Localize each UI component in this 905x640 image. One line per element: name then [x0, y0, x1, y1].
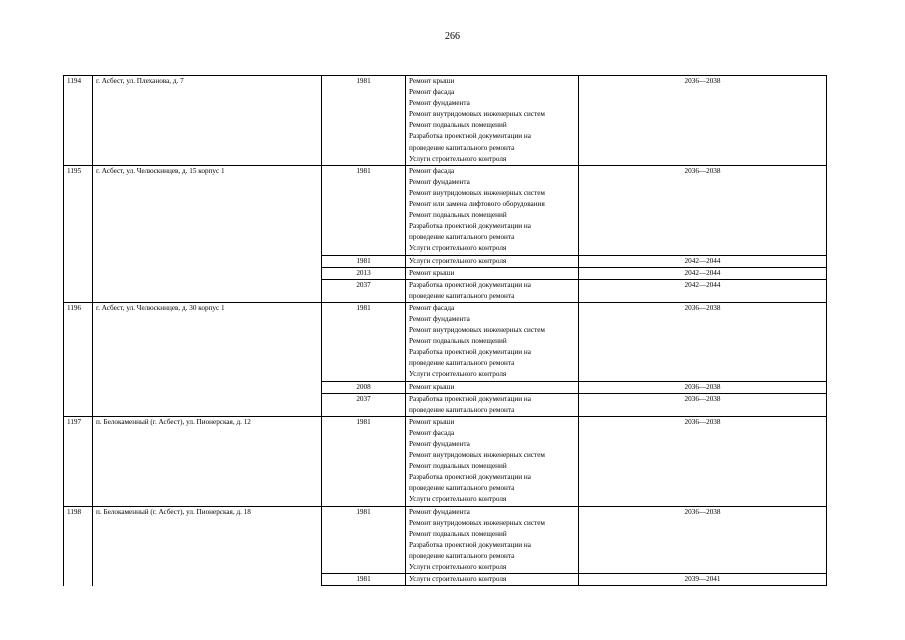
table-body	[64, 76, 827, 586]
works-list	[406, 165, 579, 255]
build-year: 1981	[322, 416, 406, 506]
work-item: Разработка проектной документации на	[409, 280, 531, 289]
work-item: Ремонт внутридомовых инженерных систем	[409, 518, 545, 527]
work-item: проведение капитального ремонта	[409, 233, 515, 242]
work-item: Ремонт подвальных помещений	[409, 121, 507, 130]
work-item: проведение капитального ремонта	[409, 551, 515, 560]
work-item: Ремонт крыши	[409, 268, 455, 277]
planned-period: 2036—2038	[579, 393, 827, 416]
works-list	[406, 267, 579, 279]
work-item: Ремонт внутридомовых инженерных систем	[409, 451, 545, 460]
work-item: Ремонт крыши	[409, 77, 455, 85]
work-item: Ремонт внутридомовых инженерных систем	[409, 326, 545, 335]
build-year: 1981	[322, 76, 406, 166]
work-item: Ремонт крыши	[409, 417, 455, 426]
work-item: Ремонт крыши	[409, 382, 455, 391]
work-item: Ремонт фасада	[409, 88, 455, 97]
planned-period: 2036—2038	[579, 381, 827, 393]
table-row	[64, 76, 827, 166]
work-item: Ремонт подвальных помещений	[409, 462, 507, 471]
entry-number: 1194	[64, 76, 93, 166]
entry-number: 1198	[64, 506, 93, 586]
entry-address: г. Асбест, ул. Челюскинцев, д. 15 корпус 1	[93, 165, 322, 302]
planned-period: 2042—2044	[579, 255, 827, 267]
entry-address: п. Белокаменный (г. Асбест), ул. Пионерская, д. 12	[93, 416, 322, 506]
work-item: Услуги строительного контроля	[409, 244, 507, 253]
work-item: Ремонт фундамента	[409, 507, 470, 516]
table-row	[64, 506, 827, 574]
entry-address: п. Белокаменный (г. Асбест), ул. Пионерская, д. 18	[93, 506, 322, 586]
work-item: Разработка проектной документации на	[409, 132, 531, 141]
works-list	[406, 506, 579, 574]
work-item: Разработка проектной документации на	[409, 348, 531, 357]
planned-period: 2039—2041	[579, 574, 827, 586]
build-year: 1981	[322, 506, 406, 574]
entry-number: 1196	[64, 302, 93, 416]
work-item: Ремонт фундамента	[409, 440, 470, 448]
work-item: Ремонт фундамента	[409, 177, 470, 186]
work-item: проведение капитального ремонта	[409, 484, 515, 493]
work-item: Услуги строительного контроля	[409, 495, 507, 504]
work-item: Ремонт подвальных помещений	[409, 337, 507, 346]
work-item: Разработка проектной документации на	[409, 222, 531, 231]
table-row	[64, 416, 827, 506]
repair-schedule-table	[63, 75, 827, 586]
build-year: 1981	[322, 255, 406, 267]
entry-number: 1197	[64, 416, 93, 506]
work-item: Ремонт подвальных помещений	[409, 529, 507, 538]
works-list	[406, 302, 579, 381]
works-list	[406, 255, 579, 267]
build-year: 2013	[322, 267, 406, 279]
entry-address: г. Асбест, ул. Плеханова, д. 7	[93, 76, 322, 166]
work-item: Ремонт подвальных помещений	[409, 211, 507, 220]
works-list	[406, 574, 579, 586]
work-item: проведение капитального ремонта	[409, 359, 515, 368]
work-item: Услуги строительного контроля	[409, 563, 507, 572]
work-item: проведение капитального ремонта	[409, 143, 515, 152]
work-item: Услуги строительного контроля	[409, 370, 507, 379]
build-year: 1981	[322, 574, 406, 586]
build-year: 1981	[322, 302, 406, 381]
page-number: 266	[445, 31, 460, 42]
planned-period: 2036—2038	[579, 416, 827, 506]
works-list	[406, 393, 579, 416]
work-item: проведение капитального ремонта	[409, 291, 515, 300]
planned-period: 2036—2038	[579, 165, 827, 255]
planned-period: 2036—2038	[579, 76, 827, 166]
entry-number: 1195	[64, 165, 93, 302]
works-list	[406, 416, 579, 506]
works-list	[406, 381, 579, 393]
build-year: 2008	[322, 381, 406, 393]
work-item: Ремонт фасада	[409, 303, 455, 312]
planned-period: 2036—2038	[579, 506, 827, 574]
works-list	[406, 279, 579, 302]
work-item: Ремонт фасада	[409, 166, 455, 175]
table-row	[64, 165, 827, 255]
work-item: Разработка проектной документации на	[409, 394, 531, 403]
work-item: Услуги строительного контроля	[409, 154, 507, 163]
build-year: 2037	[322, 393, 406, 416]
work-item: Ремонт или замена лифтового оборудования	[409, 200, 545, 209]
planned-period: 2036—2038	[579, 302, 827, 381]
build-year: 1981	[322, 165, 406, 255]
entry-address: г. Асбест, ул. Челюскинцев, д. 30 корпус 1	[93, 302, 322, 416]
work-item: Услуги строительного контроля	[409, 256, 507, 265]
planned-period: 2042—2044	[579, 267, 827, 279]
work-item: Разработка проектной документации на	[409, 540, 531, 549]
work-item: Услуги строительного контроля	[409, 575, 507, 584]
work-item: Ремонт внутридомовых инженерных систем	[409, 110, 545, 119]
work-item: проведение капитального ремонта	[409, 405, 515, 414]
work-item: Ремонт фасада	[409, 428, 455, 437]
planned-period: 2042—2044	[579, 279, 827, 302]
table-row	[64, 302, 827, 381]
work-item: Ремонт фундамента	[409, 99, 470, 108]
work-item: Ремонт фундамента	[409, 314, 470, 323]
work-item: Ремонт внутридомовых инженерных систем	[409, 188, 545, 197]
work-item: Разработка проектной документации на	[409, 473, 531, 482]
works-list	[406, 76, 579, 166]
build-year: 2037	[322, 279, 406, 302]
